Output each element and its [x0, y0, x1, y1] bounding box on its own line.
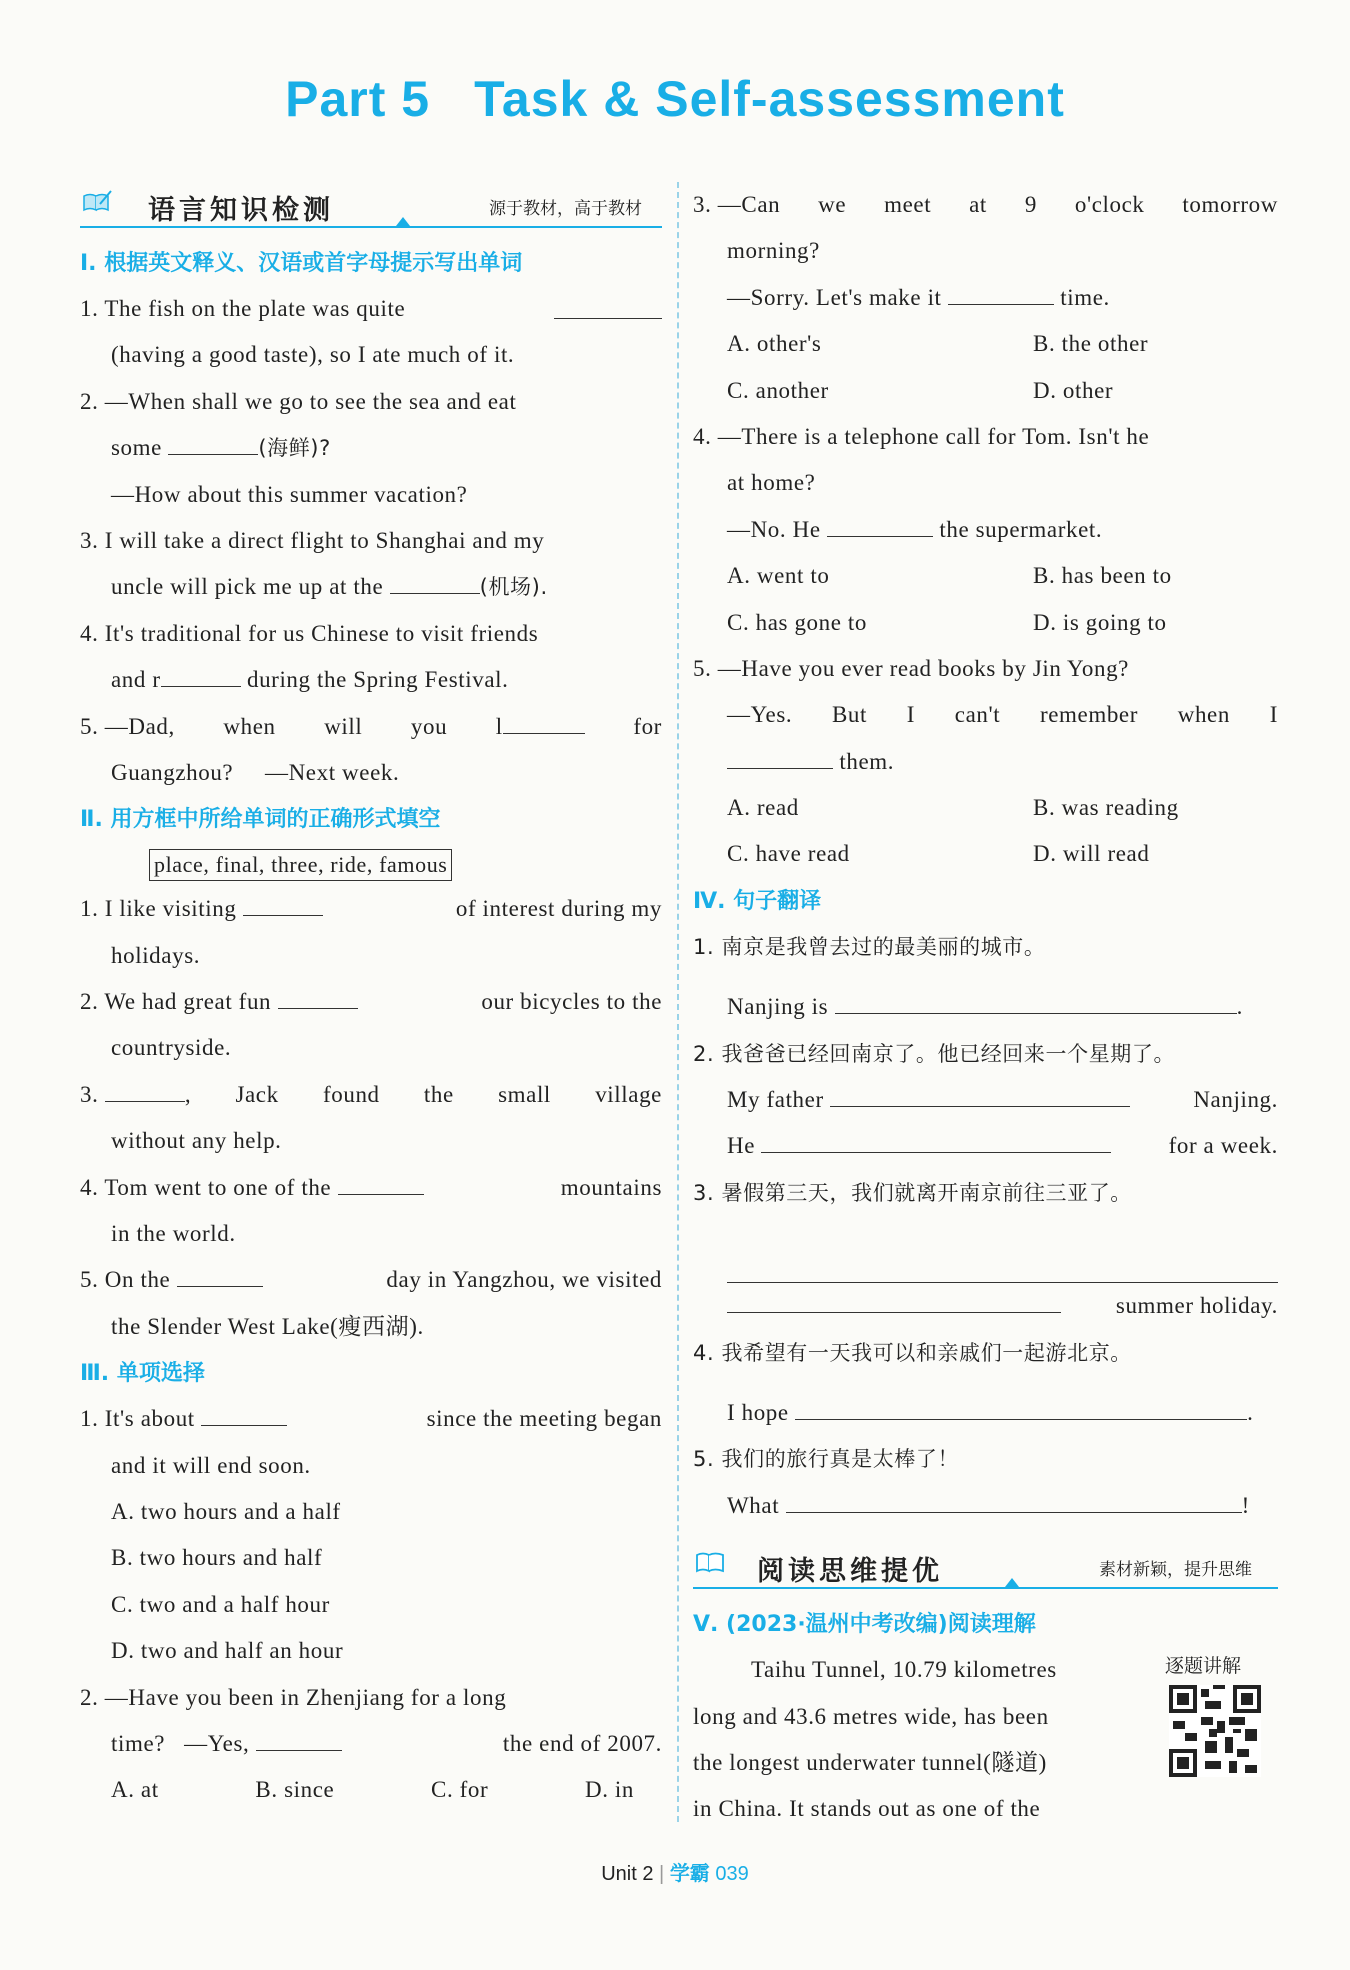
part-iv-q4: 4. 我希望有一天我可以和亲戚们一起游北京。	[693, 1340, 1132, 1365]
option-c[interactable]: C. another	[727, 377, 829, 403]
part-ii-q1: 1. I like visiting of interest during my	[80, 886, 662, 932]
part-iv-q1: 1. 南京是我曾去过的最美丽的城市。	[693, 934, 1046, 959]
header-marker	[1005, 1578, 1019, 1587]
answer-blank[interactable]	[554, 296, 662, 319]
section-subtitle: 源于教材，高于教材	[489, 199, 642, 219]
section-title: 阅读思维提优	[757, 1556, 943, 1588]
part-iii-q3: 3. —Can we meet at 9 o'clock tomorrow	[693, 192, 1278, 217]
section-title: 语言知识检测	[148, 195, 334, 226]
page-number: 039	[715, 1863, 749, 1885]
option-b[interactable]: B. has been to	[1033, 563, 1172, 589]
page-title	[0, 70, 1350, 128]
answer-blank[interactable]	[161, 664, 241, 687]
translation-blank[interactable]	[761, 1130, 1111, 1153]
part-i-q2: 2. —When shall we go to see the sea and eat	[80, 388, 517, 414]
part-iv-q5: 5. 我们的旅行真是太棒了！	[693, 1447, 960, 1472]
answer-blank[interactable]	[503, 711, 585, 734]
answer-blank[interactable]	[827, 514, 933, 537]
part-i-title: Ⅰ. 根据英文释义、汉语或首字母提示写出单词	[80, 251, 523, 276]
part-ii-q2: 2. We had great fun our bicycles to the	[80, 979, 662, 1025]
part-ii-q5: 5. On the day in Yangzhou, we visited	[80, 1257, 662, 1303]
part-iv-q2: 2. 我爸爸已经回南京了。他已经回来一个星期了。	[693, 1041, 1176, 1066]
answer-blank[interactable]	[201, 1403, 287, 1426]
section-header-knowledge	[80, 182, 662, 228]
part-number: Part 5	[285, 71, 431, 127]
part-iv-title: Ⅳ. 句子翻译	[693, 888, 822, 914]
right-column: 3. —Can we meet at 9 o'clock tomorrow morning? —Sorry. Let's make it time. A. other's B. the other C. another D. other 4. —There is a telephone call for Tom. Isn't he at home? —No. He the supermarket. A. went to B. has been to C. has gone to D. is going to 5. —Have you ever read books by Jin Yong? —Yes. But I can't remember when I them. A. read B. was reading C. have read D. will read Ⅳ. 句子翻译 1. 南京是我曾去过的最美丽的城市。 Nanjing is . 2. 我爸爸已经回南京了。他已经回来一个星期了。 My father Nanjing. He for a week. 3. 暑假第三天，我们就离开南京前往三亚了。 summer holiday. 4. 我希望有一天我可以和亲戚们一起游北京。 I hope . 5. 我们的旅行真是太棒了！ What ! 阅读思维提优 素材新颖，提升思维 Ⅴ. (2023·温州中考改编)阅读理解 Taihu Tunnel, 10.79 kilometres long and 43.6 metres wide, has been the longest underwater tunnel(隧道) in China. It stands out as one of the 逐题讲解	[693, 182, 1278, 1833]
translation-blank[interactable]	[786, 1490, 1242, 1513]
page-footer: Unit 2 | 学霸 039	[601, 1863, 749, 1885]
qr-code-icon[interactable]	[1169, 1685, 1261, 1777]
answer-blank[interactable]	[948, 282, 1054, 305]
option-d[interactable]: D. other	[1033, 377, 1114, 403]
option-a[interactable]: A. other's	[727, 331, 822, 357]
option-d[interactable]: D. in	[585, 1777, 634, 1803]
option-c[interactable]: C. have read	[727, 841, 850, 867]
answer-blank[interactable]	[168, 432, 258, 455]
translation-blank[interactable]	[835, 991, 1237, 1014]
part-ii-title: Ⅱ. 用方框中所给单词的正确形式填空	[80, 807, 441, 833]
option-c[interactable]: C. for	[431, 1777, 489, 1803]
option-d[interactable]: D. is going to	[1033, 609, 1167, 635]
option-b[interactable]: B. two hours and half	[111, 1545, 323, 1571]
option-c[interactable]: C. has gone to	[727, 609, 867, 635]
part-i-q1: 1. The fish on the plate was quite	[80, 286, 662, 332]
book-pen-icon	[82, 190, 112, 212]
option-d[interactable]: D. two and half an hour	[111, 1638, 344, 1664]
part-iii-q4: 4. —There is a telephone call for Tom. Isn't he	[693, 423, 1150, 449]
translation-blank[interactable]	[727, 1244, 1278, 1283]
answer-blank[interactable]	[390, 571, 480, 594]
answer-blank[interactable]	[177, 1264, 263, 1287]
option-a[interactable]: A. at	[111, 1777, 159, 1803]
answer-blank[interactable]	[278, 986, 358, 1009]
answer-blank[interactable]	[243, 893, 323, 916]
part-ii-q3: 3. , Jack found the small village	[80, 1072, 662, 1118]
open-book-icon	[695, 1551, 725, 1573]
part-iv-q3: 3. 暑假第三天，我们就离开南京前往三亚了。	[693, 1180, 1132, 1205]
word-box: place, final, three, ride, famous	[149, 849, 452, 881]
qr-label: 逐题讲解	[1165, 1655, 1242, 1678]
option-b[interactable]: B. was reading	[1033, 795, 1179, 821]
translation-blank[interactable]	[830, 1084, 1130, 1107]
part-i-q4: 4. It's traditional for us Chinese to visit friends	[80, 620, 539, 646]
answer-blank[interactable]	[105, 1079, 185, 1102]
part-iii-q1: 1. It's about since the meeting began	[80, 1396, 662, 1442]
answer-blank[interactable]	[256, 1728, 342, 1751]
option-a[interactable]: A. went to	[727, 563, 830, 589]
part-iii-title: Ⅲ. 单项选择	[80, 1361, 205, 1387]
part-i-q5: 5. —Dad, when will you l for	[80, 704, 662, 750]
answer-blank[interactable]	[338, 1172, 424, 1195]
left-column: 语言知识检测 源于教材，高于教材 Ⅰ. 根据英文释义、汉语或首字母提示写出单词 1. The fish on the plate was quite (having a good taste), so I ate much of it. 2. —When shall we go to see the sea and eat some (海鲜)? —How about this summer vacation? 3. I will take a direct flight to Shanghai and my uncle will pick me up at the (机场). 4. It's traditional for us Chinese to visit friends and r during the Spring Festival. 5. —Dad, when will you l for Guangzhou? —Next week. Ⅱ. 用方框中所给单词的正确形式填空 place, final, three, ride, famous 1. I like visiting of interest during my holidays. 2. We had great fun our bicycles to the countryside. 3. , Jack found the small village without any help. 4. Tom went to one of the mountains in the world. 5. On the day in Yangzhou, we visited the Slender West Lake(瘦西湖). Ⅲ. 单项选择 1. It's about since the meeting began and it will end soon. A. two hours and a half B. two hours and half C. two and a half hour D. two and half an hour 2. —Have you been in Zhenjiang for a long time? —Yes, the end of 2007. A. at B. since C. for D. in	[80, 182, 662, 1814]
translation-blank[interactable]	[727, 1290, 1061, 1313]
part-iii-q2: 2. —Have you been in Zhenjiang for a long	[80, 1684, 507, 1710]
unit-label: Unit 2	[601, 1863, 654, 1885]
part-v-title: Ⅴ. (2023·温州中考改编)阅读理解	[693, 1612, 1036, 1638]
part-iii-q5: 5. —Have you ever read books by Jin Yong?	[693, 655, 1129, 681]
brand-label: 学霸	[669, 1863, 710, 1885]
part-name: Task & Self-assessment	[474, 71, 1065, 127]
translation-blank[interactable]	[795, 1397, 1247, 1420]
option-a[interactable]: A. two hours and a half	[111, 1498, 341, 1524]
section-subtitle: 素材新颖，提升思维	[1099, 1560, 1252, 1581]
section-header-reading	[693, 1543, 1278, 1589]
reading-passage: Taihu Tunnel, 10.79 kilometres long and 43.6 metres wide, has been the longest underwater tunnel(隧道) in China. It stands out as one of the 逐题讲解	[693, 1647, 1278, 1833]
header-marker	[396, 217, 410, 226]
column-divider	[677, 182, 679, 1822]
part-i-q3: 3. I will take a direct flight to Shanghai and my	[80, 527, 545, 553]
answer-blank[interactable]	[727, 746, 833, 769]
option-a[interactable]: A. read	[727, 795, 799, 821]
option-c[interactable]: C. two and a half hour	[111, 1591, 330, 1617]
option-b[interactable]: B. since	[255, 1777, 335, 1803]
option-b[interactable]: B. the other	[1033, 331, 1149, 357]
option-d[interactable]: D. will read	[1033, 841, 1150, 867]
part-ii-q4: 4. Tom went to one of the mountains	[80, 1165, 662, 1211]
